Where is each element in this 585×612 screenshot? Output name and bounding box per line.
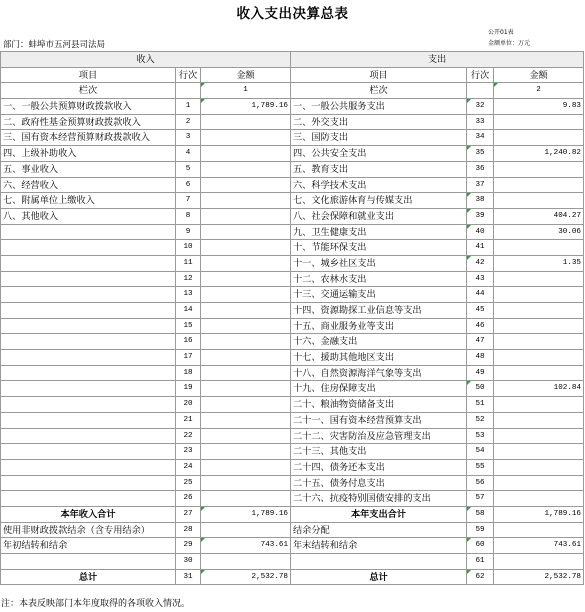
expense-row-no: 36 bbox=[467, 162, 494, 178]
income-row-no: 16 bbox=[176, 334, 201, 350]
income-item: 八、其他收入 bbox=[1, 209, 176, 225]
expense-item: 十三、交通运输支出 bbox=[291, 287, 467, 303]
expense-item: 十七、援助其他地区支出 bbox=[291, 350, 467, 366]
income-row-no: 14 bbox=[176, 303, 201, 319]
expense-amount: 743.61 bbox=[494, 538, 584, 554]
footnote: 注：本表反映部门本年度取得的各项收入情况。 bbox=[1, 598, 191, 608]
expense-amount bbox=[494, 334, 584, 350]
expense-amount: 1.35 bbox=[494, 256, 584, 272]
income-row-no: 12 bbox=[176, 272, 201, 288]
income-annual-total-amount: 1,789.16 bbox=[201, 507, 291, 523]
expense-amount bbox=[494, 319, 584, 335]
income-item bbox=[1, 491, 176, 507]
income-amount-header: 金额 bbox=[201, 68, 291, 84]
income-row-no: 22 bbox=[176, 429, 201, 445]
income-item bbox=[1, 476, 176, 492]
income-amount bbox=[201, 319, 291, 335]
income-item bbox=[1, 429, 176, 445]
expense-row-no: 53 bbox=[467, 429, 494, 445]
income-row-no: 13 bbox=[176, 287, 201, 303]
expense-row-no: 42 bbox=[467, 256, 494, 272]
expense-row-no-header: 行次 bbox=[467, 68, 494, 84]
income-row-no: 27 bbox=[176, 507, 201, 523]
expense-row-no: 37 bbox=[467, 178, 494, 194]
income-item: 一、一般公共预算财政拨款收入 bbox=[1, 99, 176, 115]
expense-item: 十九、住房保障支出 bbox=[291, 381, 467, 397]
summary-table bbox=[0, 51, 584, 585]
income-row-no: 7 bbox=[176, 193, 201, 209]
income-item bbox=[1, 381, 176, 397]
expense-row-no: 47 bbox=[467, 334, 494, 350]
expense-amount bbox=[494, 444, 584, 460]
expense-item: 二十三、其他支出 bbox=[291, 444, 467, 460]
income-row-no: 3 bbox=[176, 130, 201, 146]
expense-row-no: 44 bbox=[467, 287, 494, 303]
income-item bbox=[1, 240, 176, 256]
expense-row-no: 46 bbox=[467, 319, 494, 335]
income-annual-total-label: 本年收入合计 bbox=[1, 507, 176, 523]
income-amount bbox=[201, 491, 291, 507]
income-amount bbox=[201, 193, 291, 209]
income-amount: 1,789.16 bbox=[201, 99, 291, 115]
income-item bbox=[1, 287, 176, 303]
income-row-no: 19 bbox=[176, 381, 201, 397]
expense-item bbox=[291, 554, 467, 570]
amount-unit: 金额单位：万元 bbox=[488, 40, 531, 47]
expense-amount bbox=[494, 193, 584, 209]
expense-item: 四、公共安全支出 bbox=[291, 146, 467, 162]
expense-row-no: 39 bbox=[467, 209, 494, 225]
expense-row-no: 41 bbox=[467, 240, 494, 256]
expense-column-no: 2 bbox=[494, 83, 584, 99]
expense-amount bbox=[494, 350, 584, 366]
expense-amount: 30.06 bbox=[494, 225, 584, 241]
expense-item: 二、外交支出 bbox=[291, 115, 467, 131]
income-item bbox=[1, 334, 176, 350]
income-item bbox=[1, 397, 176, 413]
expense-item: 三、国防支出 bbox=[291, 130, 467, 146]
income-row-no: 23 bbox=[176, 444, 201, 460]
income-amount bbox=[201, 366, 291, 382]
expense-amount: 102.84 bbox=[494, 381, 584, 397]
expense-amount: 1,240.82 bbox=[494, 146, 584, 162]
income-item bbox=[1, 319, 176, 335]
expense-row-no: 54 bbox=[467, 444, 494, 460]
income-amount bbox=[201, 162, 291, 178]
expense-column-no-label: 栏次 bbox=[291, 83, 467, 99]
expense-annual-total-amount: 1,789.16 bbox=[494, 507, 584, 523]
income-amount bbox=[201, 460, 291, 476]
expense-row-no: 60 bbox=[467, 538, 494, 554]
expense-row-no: 38 bbox=[467, 193, 494, 209]
expense-amount-header: 金额 bbox=[494, 68, 584, 84]
income-row-no: 20 bbox=[176, 397, 201, 413]
income-row-no: 5 bbox=[176, 162, 201, 178]
income-item bbox=[1, 413, 176, 429]
income-amount bbox=[201, 523, 291, 539]
expense-amount bbox=[494, 554, 584, 570]
expense-amount bbox=[494, 491, 584, 507]
expense-amount bbox=[494, 523, 584, 539]
income-amount bbox=[201, 272, 291, 288]
income-row-no: 28 bbox=[176, 523, 201, 539]
income-column-no-blank bbox=[176, 83, 201, 99]
expense-item: 十二、农林水支出 bbox=[291, 272, 467, 288]
income-item bbox=[1, 460, 176, 476]
income-amount bbox=[201, 240, 291, 256]
income-column-no: 1 bbox=[201, 83, 291, 99]
expense-amount bbox=[494, 397, 584, 413]
expense-row-no: 59 bbox=[467, 523, 494, 539]
income-row-no: 4 bbox=[176, 146, 201, 162]
income-row-no: 18 bbox=[176, 366, 201, 382]
expense-item: 一、一般公共服务支出 bbox=[291, 99, 467, 115]
expense-amount bbox=[494, 178, 584, 194]
expense-row-no: 61 bbox=[467, 554, 494, 570]
expense-item: 十一、城乡社区支出 bbox=[291, 256, 467, 272]
income-item: 年初结转和结余 bbox=[1, 538, 176, 554]
income-item: 四、上级补助收入 bbox=[1, 146, 176, 162]
income-row-no: 1 bbox=[176, 99, 201, 115]
expense-row-no: 52 bbox=[467, 413, 494, 429]
expense-item: 二十二、灾害防治及应急管理支出 bbox=[291, 429, 467, 445]
income-amount bbox=[201, 130, 291, 146]
expense-column-no-blank bbox=[467, 83, 494, 99]
income-grand-total-amount: 2,532.78 bbox=[201, 570, 291, 586]
income-item bbox=[1, 350, 176, 366]
income-amount bbox=[201, 225, 291, 241]
income-item: 三、国有资本经营预算财政拨款收入 bbox=[1, 130, 176, 146]
expense-item: 二十六、抗疫特别国债安排的支出 bbox=[291, 491, 467, 507]
income-item: 六、经营收入 bbox=[1, 178, 176, 194]
expense-amount bbox=[494, 460, 584, 476]
income-item bbox=[1, 303, 176, 319]
expense-item: 七、文化旅游体育与传媒支出 bbox=[291, 193, 467, 209]
expense-row-no: 43 bbox=[467, 272, 494, 288]
expense-row-no: 55 bbox=[467, 460, 494, 476]
income-row-no: 15 bbox=[176, 319, 201, 335]
expense-item: 十六、金融支出 bbox=[291, 334, 467, 350]
expense-item: 九、卫生健康支出 bbox=[291, 225, 467, 241]
expense-amount bbox=[494, 366, 584, 382]
expense-row-no: 34 bbox=[467, 130, 494, 146]
income-grand-total-label: 总计 bbox=[1, 570, 176, 586]
income-item bbox=[1, 225, 176, 241]
income-item bbox=[1, 554, 176, 570]
income-amount bbox=[201, 444, 291, 460]
expense-amount bbox=[494, 476, 584, 492]
income-row-no: 10 bbox=[176, 240, 201, 256]
income-amount bbox=[201, 413, 291, 429]
income-row-no: 21 bbox=[176, 413, 201, 429]
income-item bbox=[1, 444, 176, 460]
expense-row-no: 35 bbox=[467, 146, 494, 162]
expense-annual-total-label: 本年支出合计 bbox=[291, 507, 467, 523]
expense-row-no: 32 bbox=[467, 99, 494, 115]
income-row-no: 25 bbox=[176, 476, 201, 492]
expense-row-no: 57 bbox=[467, 491, 494, 507]
expense-row-no: 45 bbox=[467, 303, 494, 319]
expense-row-no: 49 bbox=[467, 366, 494, 382]
expense-amount: 404.27 bbox=[494, 209, 584, 225]
expense-item: 结余分配 bbox=[291, 523, 467, 539]
expense-item: 二十、粮油物资储备支出 bbox=[291, 397, 467, 413]
expense-amount bbox=[494, 413, 584, 429]
income-item: 使用非财政拨款结余（含专用结余） bbox=[1, 523, 176, 539]
income-amount bbox=[201, 256, 291, 272]
income-item: 七、附属单位上缴收入 bbox=[1, 193, 176, 209]
income-column-no-label: 栏次 bbox=[1, 83, 176, 99]
expense-row-no: 58 bbox=[467, 507, 494, 523]
income-item: 二、政府性基金预算财政拨款收入 bbox=[1, 115, 176, 131]
income-row-no: 8 bbox=[176, 209, 201, 225]
expense-item: 十八、自然资源海洋气象等支出 bbox=[291, 366, 467, 382]
expense-row-no: 62 bbox=[467, 570, 494, 586]
expense-item: 二十四、债务还本支出 bbox=[291, 460, 467, 476]
expense-item-header: 项目 bbox=[291, 68, 467, 84]
income-row-no: 17 bbox=[176, 350, 201, 366]
expense-row-no: 51 bbox=[467, 397, 494, 413]
expense-amount bbox=[494, 130, 584, 146]
department-label: 部门：蚌埠市五河县司法局 bbox=[3, 39, 106, 49]
expense-item: 二十一、国有资本经营预算支出 bbox=[291, 413, 467, 429]
expense-item: 五、教育支出 bbox=[291, 162, 467, 178]
expense-row-no: 50 bbox=[467, 381, 494, 397]
income-amount bbox=[201, 209, 291, 225]
income-amount bbox=[201, 381, 291, 397]
expense-amount bbox=[494, 303, 584, 319]
expense-item: 八、社会保障和就业支出 bbox=[291, 209, 467, 225]
expense-item: 十、节能环保支出 bbox=[291, 240, 467, 256]
expense-item: 六、科学技术支出 bbox=[291, 178, 467, 194]
expense-grand-total-amount: 2,532.78 bbox=[494, 570, 584, 586]
income-amount bbox=[201, 429, 291, 445]
expense-row-no: 56 bbox=[467, 476, 494, 492]
expense-amount bbox=[494, 240, 584, 256]
income-row-no: 26 bbox=[176, 491, 201, 507]
income-amount bbox=[201, 146, 291, 162]
expense-amount bbox=[494, 429, 584, 445]
expense-amount bbox=[494, 287, 584, 303]
expense-amount bbox=[494, 115, 584, 131]
income-amount bbox=[201, 397, 291, 413]
income-amount bbox=[201, 287, 291, 303]
income-row-no: 6 bbox=[176, 178, 201, 194]
expense-item: 年末结转和结余 bbox=[291, 538, 467, 554]
income-amount bbox=[201, 476, 291, 492]
income-item bbox=[1, 256, 176, 272]
income-amount: 743.61 bbox=[201, 538, 291, 554]
income-row-no: 31 bbox=[176, 570, 201, 586]
expense-amount: 9.83 bbox=[494, 99, 584, 115]
income-amount bbox=[201, 303, 291, 319]
expense-amount bbox=[494, 272, 584, 288]
income-section-header: 收入 bbox=[1, 52, 291, 68]
expense-amount bbox=[494, 162, 584, 178]
income-row-no: 24 bbox=[176, 460, 201, 476]
form-code: 公开01表 bbox=[488, 29, 514, 36]
page-title: 收入支出决算总表 bbox=[236, 6, 349, 22]
expense-row-no: 48 bbox=[467, 350, 494, 366]
income-row-no: 29 bbox=[176, 538, 201, 554]
income-amount bbox=[201, 115, 291, 131]
income-row-no: 11 bbox=[176, 256, 201, 272]
income-row-no: 9 bbox=[176, 225, 201, 241]
expense-grand-total-label: 总计 bbox=[291, 570, 467, 586]
expense-item: 十五、商业服务业等支出 bbox=[291, 319, 467, 335]
income-amount bbox=[201, 334, 291, 350]
income-amount bbox=[201, 350, 291, 366]
expense-section-header: 支出 bbox=[291, 52, 584, 68]
expense-item: 十四、资源勘探工业信息等支出 bbox=[291, 303, 467, 319]
expense-row-no: 33 bbox=[467, 115, 494, 131]
income-amount bbox=[201, 178, 291, 194]
expense-item: 二十五、债务付息支出 bbox=[291, 476, 467, 492]
income-row-no-header: 行次 bbox=[176, 68, 201, 84]
income-item bbox=[1, 366, 176, 382]
income-item-header: 项目 bbox=[1, 68, 176, 84]
income-row-no: 30 bbox=[176, 554, 201, 570]
income-item: 五、事业收入 bbox=[1, 162, 176, 178]
income-row-no: 2 bbox=[176, 115, 201, 131]
income-amount bbox=[201, 554, 291, 570]
income-item bbox=[1, 272, 176, 288]
expense-row-no: 40 bbox=[467, 225, 494, 241]
